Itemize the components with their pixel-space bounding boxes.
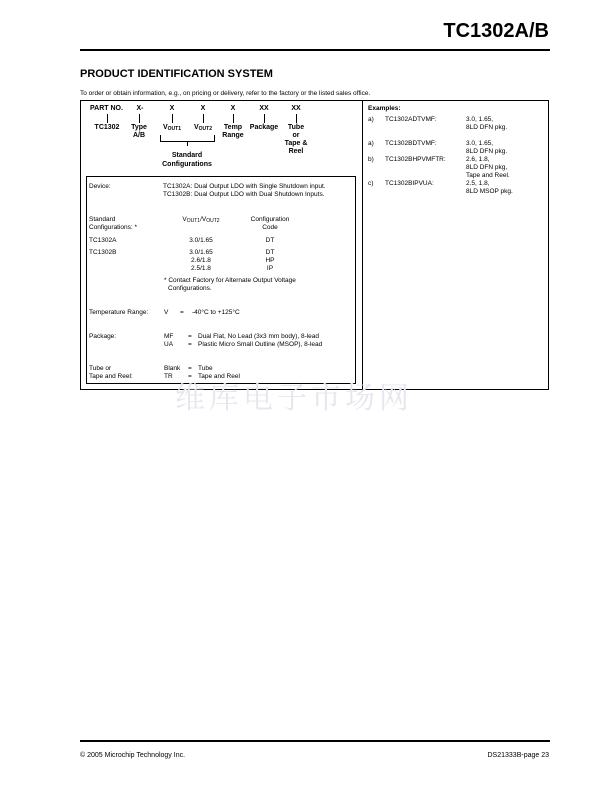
device-label: Device: — [89, 183, 111, 190]
example-part: TC1302ADTVMF: — [385, 116, 437, 123]
vout1-label: $V_{OUT1}$ — [162, 124, 181, 132]
tube-label: Tube or Tape & Reel — [284, 124, 308, 155]
section-heading: PRODUCT IDENTIFICATION SYSTEM — [80, 68, 273, 80]
config-code-header: Configuration Code — [250, 216, 290, 231]
row-part-tc1302b: TC1302B — [89, 249, 117, 256]
leader-tube — [296, 114, 297, 123]
vout-column-header: $V_{OUT1}/V_{OUT2}$ — [182, 216, 220, 224]
contact-note: * Contact Factory for Alternate Output Voltage Configurations. — [164, 277, 296, 292]
device-description: TC1302A: Dual Output LDO with Single Shutdown input. TC1302B: Dual Output LDO with Dual Shutdown Inputs. — [163, 183, 326, 198]
document-title: TC1302A/B — [443, 20, 549, 42]
table-column-divider — [362, 100, 363, 390]
example-desc: 2.5, 1.8, 8LD MSOP pkg. — [466, 180, 513, 195]
example-part: TC1302BDTVMF: — [385, 140, 437, 147]
header-rule — [80, 49, 550, 51]
vout2-label: $V_{OUT2}$ — [193, 124, 212, 132]
package-eqs: = = — [188, 333, 192, 348]
intro-text: To order or obtain information, e.g., on pricing or delivery, refer to the factory or the listed sales office. — [80, 90, 371, 97]
footer-copyright: © 2005 Microchip Technology Inc. — [80, 752, 186, 759]
row-part-tc1302a: TC1302A — [89, 237, 117, 244]
code-vout1: X — [169, 105, 175, 112]
examples-title: Examples: — [368, 105, 401, 112]
code-tube: XX — [291, 105, 301, 112]
footer-rule — [80, 740, 550, 742]
standard-config-label: Standard Configurations — [162, 152, 212, 168]
tube-codes: Blank TR — [164, 365, 181, 380]
package-label: Package — [249, 124, 279, 131]
example-letter: a) — [368, 116, 374, 123]
package-descriptions: Dual Flat, No Lead (3x3 mm body), 8-lead Plastic Micro Small Outline (MSOP), 8-lead — [198, 333, 323, 348]
leader-package — [264, 114, 265, 123]
base-part-label: TC1302 — [94, 124, 120, 131]
example-desc: 2.6, 1.8, 8LD DFN pkg, Tape and Reel. — [466, 156, 510, 179]
tube-descriptions: Tube Tape and Reel — [198, 365, 240, 380]
example-letter: a) — [368, 140, 374, 147]
example-letter: c) — [368, 180, 374, 187]
temp-range-label: Temp Range — [222, 124, 244, 139]
part-no-label: PART NO. — [90, 105, 123, 112]
row-vouts-tc1302b: 3.0/1.65 2.6/1.8 2.5/1.8 — [189, 249, 213, 272]
example-desc: 3.0, 1.65, 8LD DFN pkg. — [466, 116, 508, 131]
temp-range-row-label: Temperature Range: — [89, 309, 149, 316]
temp-eq: = — [180, 309, 184, 316]
bracket-stem — [187, 141, 188, 146]
row-vout-tc1302a: 3.0/1.65 — [189, 237, 213, 244]
example-part: TC1302BHPVMFTR: — [385, 156, 446, 163]
example-part: TC1302BIPVUA: — [385, 180, 434, 187]
leader-base — [107, 114, 108, 123]
leader-type — [139, 114, 140, 123]
tube-eqs: = = — [188, 365, 192, 380]
example-letter: b) — [368, 156, 374, 163]
row-codes-tc1302b: DT HP IP — [265, 249, 275, 272]
row-code-tc1302a: DT — [265, 237, 275, 244]
code-package: XX — [259, 105, 269, 112]
code-type: X- — [136, 105, 144, 112]
code-temp: X — [230, 105, 236, 112]
leader-vout1 — [172, 114, 173, 123]
std-config-label: Standard Configurations: * — [89, 216, 138, 231]
leader-temp — [233, 114, 234, 123]
package-row-label: Package: — [89, 333, 117, 340]
temp-code: V — [164, 309, 169, 316]
watermark-text: 维库电子市场网 — [175, 381, 413, 416]
footer-page-number: DS21333B-page 23 — [487, 752, 549, 759]
package-codes: MF UA — [164, 333, 174, 348]
code-vout2: X — [200, 105, 206, 112]
tube-row-label: Tube or Tape and Reel: — [89, 365, 133, 380]
temp-value: -40°C to +125°C — [192, 309, 240, 316]
leader-vout2 — [203, 114, 204, 123]
type-label: Type A/B — [131, 124, 147, 139]
example-desc: 3.0, 1.65, 8LD DFN pkg. — [466, 140, 508, 155]
